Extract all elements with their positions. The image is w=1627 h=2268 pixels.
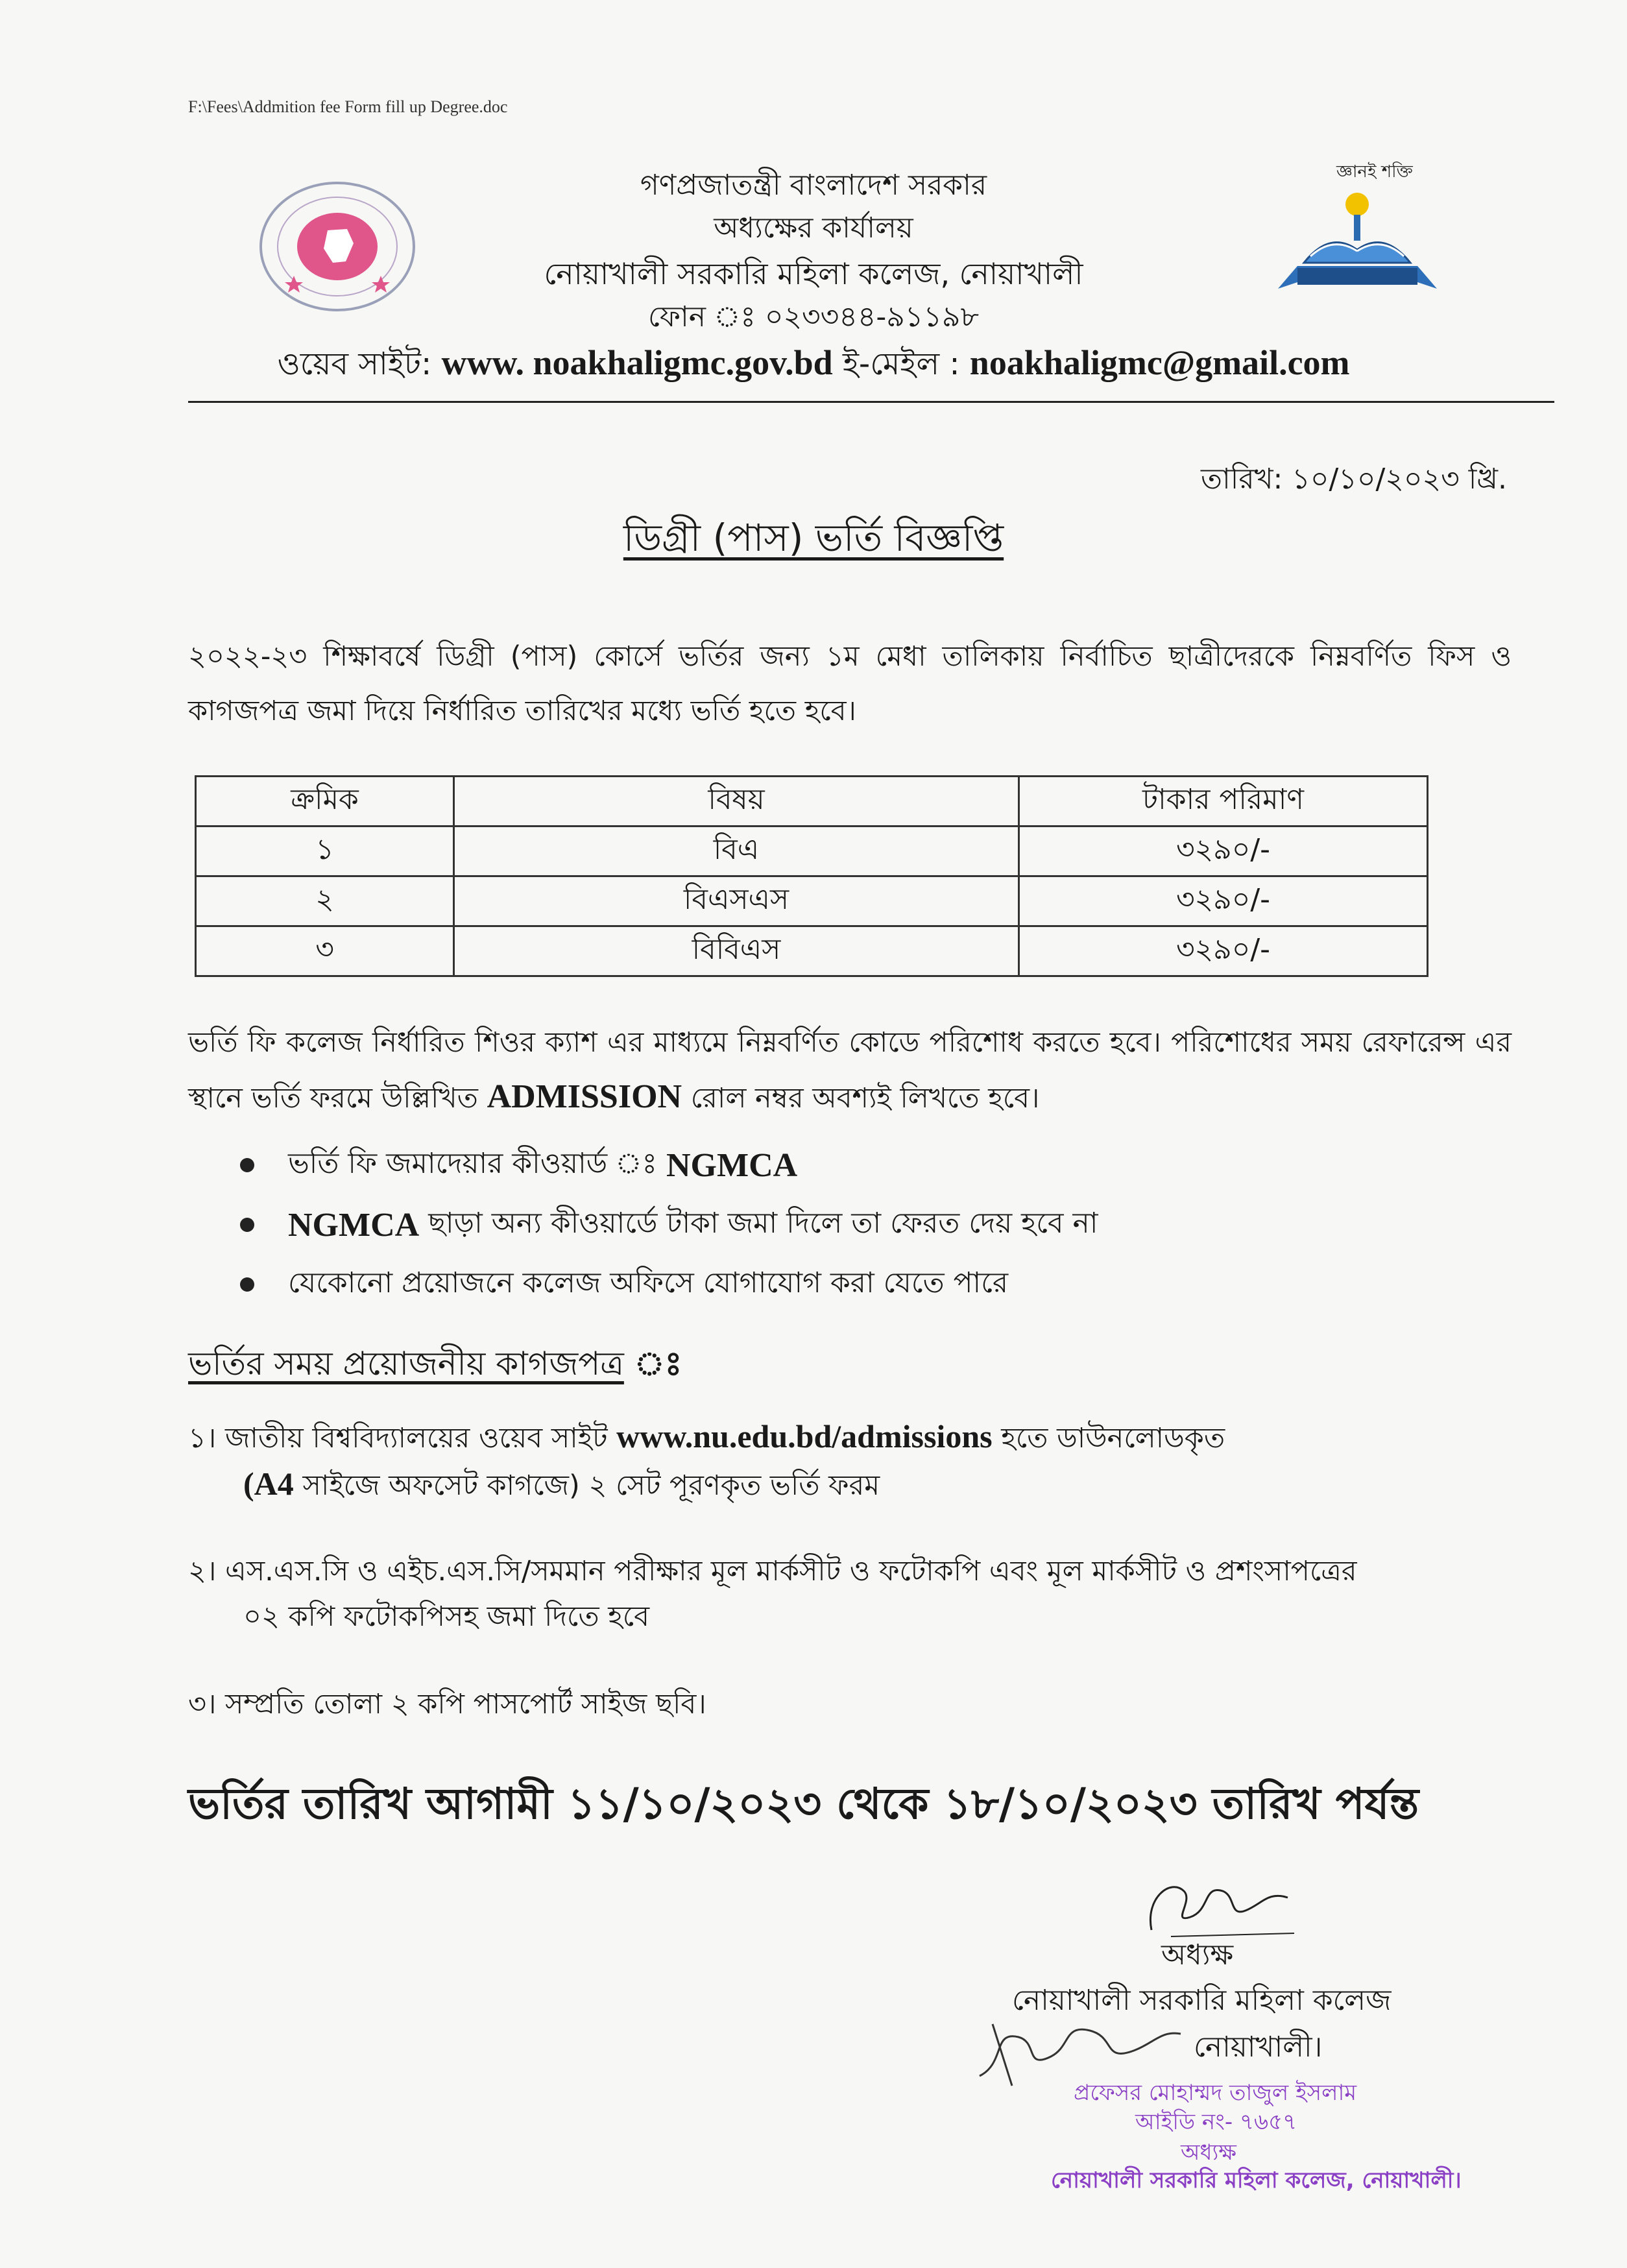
paper-size: (A4 [243, 1466, 294, 1502]
serial-cell: ১ [196, 826, 454, 876]
col-serial: ক্রমিক [196, 777, 454, 826]
table-row [196, 826, 1428, 876]
file-path: F:\Fees\Addmition fee Form fill up Degree.doc [188, 97, 508, 116]
notice-title-text: ডিগ্রী (পাস) ভর্তি বিজ্ঞপ্তি [623, 516, 1004, 560]
signatory-place: নোয়াখালী। [1194, 2031, 1323, 2064]
bullet-icon [240, 1277, 254, 1292]
serial-cell: ৩ [196, 926, 454, 976]
header-government: গণপ্রজাতন্ত্রী বাংলাদেশ সরকার [640, 169, 987, 202]
header-phone: ফোন ঃ ০২৩৩৪৪-৯১১৯৮ [647, 300, 980, 333]
signatory-role: অধ্যক্ষ [1161, 1938, 1234, 1972]
bullet-text: ছাড়া অন্য কীওয়ার্ডে টাকা জমা দিলে তা ফেরত দেয় হবে না [428, 1206, 1098, 1240]
website-link[interactable]: www. noakhaligmc.gov.bd [441, 343, 833, 382]
document-item-3: ৩। সম্প্রতি তোলা ২ কপি পাসপোর্ট সাইজ ছবি। [188, 1688, 706, 1720]
col-amount: টাকার পরিমাণ [1019, 777, 1428, 826]
document-item-2: ২। এস.এস.সি ও এইচ.এস.সি/সমমান পরীক্ষার মূল মার্কসীট ও ফটোকপি এবং মূল মার্কসীট ও প্রশংসাপত্রের [188, 1555, 1357, 1587]
payment-instructions [188, 1015, 1512, 1126]
amount-cell: ৩২৯০/- [1019, 926, 1428, 976]
bullet-icon [240, 1218, 254, 1232]
list-item [240, 1135, 1098, 1195]
email-label: ই-মেইল : [842, 346, 960, 382]
keyword-code: NGMCA [666, 1146, 798, 1184]
document-item-1-cont [243, 1465, 1567, 1511]
documents-heading-text: ভর্তির সময় প্রয়োজনীয় কাগজপত্র [188, 1345, 624, 1382]
document-item-2-cont: ০২ কপি ফটোকপিসহ জমা দিতে হবে [243, 1600, 650, 1633]
header-office: অধ্যক্ষের কার্যালয় [714, 211, 913, 245]
email-link[interactable]: noakhaligmc@gmail.com [969, 343, 1350, 382]
bullet-text: যেকোনো প্রয়োজনে কলেজ অফিসে যোগাযোগ করা যেতে পারে [288, 1266, 1009, 1299]
stamp-name: প্রফেসর মোহাম্মদ তাজুল ইসলাম [1074, 2080, 1357, 2106]
table-row [196, 926, 1428, 976]
stamp-college: নোয়াখালী সরকারি মহিলা কলেজ, নোয়াখালী। [1051, 2167, 1462, 2193]
payment-text-1: ভর্তি ফি কলেজ নির্ধারিত শিওর ক্যাশ এর মাধ্যমে নিম্নবর্ণিত কোডে পরিশোধ করতে হবে। পরিশোধের সময় রেফারেন্স এর স্থানে ভর্তি ফরমে উল্লিখিত [188, 1026, 1512, 1115]
header-college: নোয়াখালী সরকারি মহিলা কলেজ, নোয়াখালী [544, 256, 1083, 291]
amount-cell: ৩২৯০/- [1019, 876, 1428, 926]
notice-date: তারিখ: ১০/১০/২০২৩ খ্রি. [1201, 463, 1507, 496]
subject-cell: বিবিএস [454, 926, 1019, 976]
doc-text: হতে ডাউনলোডকৃত [1001, 1422, 1225, 1454]
bullet-text: ভর্তি ফি জমাদেয়ার কীওয়ার্ড ঃ [288, 1146, 657, 1180]
intro-paragraph: ২০২২-২৩ শিক্ষাবর্ষে ডিগ্রী (পাস) কোর্সে ভর্তির জন্য ১ম মেধা তালিকায় নির্বাচিত ছাত্রীদেরকে নিম্নবর্ণিত ফিস ও কাগজপত্র জমা দিয়ে নির্ধারিত তারিখের মধ্যে ভর্তি হতে হবে। [188, 640, 1512, 727]
header-contact [0, 341, 1627, 392]
web-label: ওয়েব সাইট: [277, 346, 432, 382]
documents-heading [188, 1340, 682, 1393]
header-divider [188, 401, 1554, 403]
document-item-1 [188, 1418, 1512, 1464]
amount-cell: ৩২৯০/- [1019, 826, 1428, 876]
list-item [240, 1255, 1098, 1314]
stamp-role: অধ্যক্ষ [1181, 2140, 1236, 2165]
notice-title [0, 509, 1627, 572]
stamp-id: আইডি নং- ৭৬৫৭ [1135, 2109, 1297, 2135]
signatory-college: নোয়াখালী সরকারি মহিলা কলেজ [1012, 1984, 1392, 2017]
serial-cell: ২ [196, 876, 454, 926]
keyword-code: NGMCA [288, 1206, 420, 1244]
subject-cell: বিএসএস [454, 876, 1019, 926]
payment-text-2: রোল নম্বর অবশ্যই লিখতে হবে। [690, 1082, 1040, 1115]
documents-heading-colon: ঃ [634, 1345, 682, 1382]
svg-text:জ্ঞানই শক্তি: জ্ঞানই শক্তি [1336, 162, 1413, 182]
doc-text: ১। জাতীয় বিশ্ববিদ্যালয়ের ওয়েব সাইট [188, 1422, 608, 1454]
col-subject: বিষয় [454, 777, 1019, 826]
table-row [196, 876, 1428, 926]
payment-bullets [240, 1135, 1098, 1314]
subject-cell: বিএ [454, 826, 1019, 876]
nu-admissions-link[interactable]: www.nu.edu.bd/admissions [616, 1418, 993, 1454]
admission-keyword: ADMISSION [487, 1078, 682, 1115]
list-item [240, 1195, 1098, 1255]
fee-table-header [196, 777, 1428, 826]
fee-table [195, 775, 1428, 977]
doc-text: সাইজে অফসেট কাগজে) ২ সেট পূরণকৃত ভর্তি ফরম [302, 1469, 880, 1502]
admission-dates: ভর্তির তারিখ আগামী ১১/১০/২০২৩ থেকে ১৮/১০/২০২৩ তারিখ পর্যন্ত [188, 1779, 1419, 1829]
bullet-icon [240, 1158, 254, 1172]
